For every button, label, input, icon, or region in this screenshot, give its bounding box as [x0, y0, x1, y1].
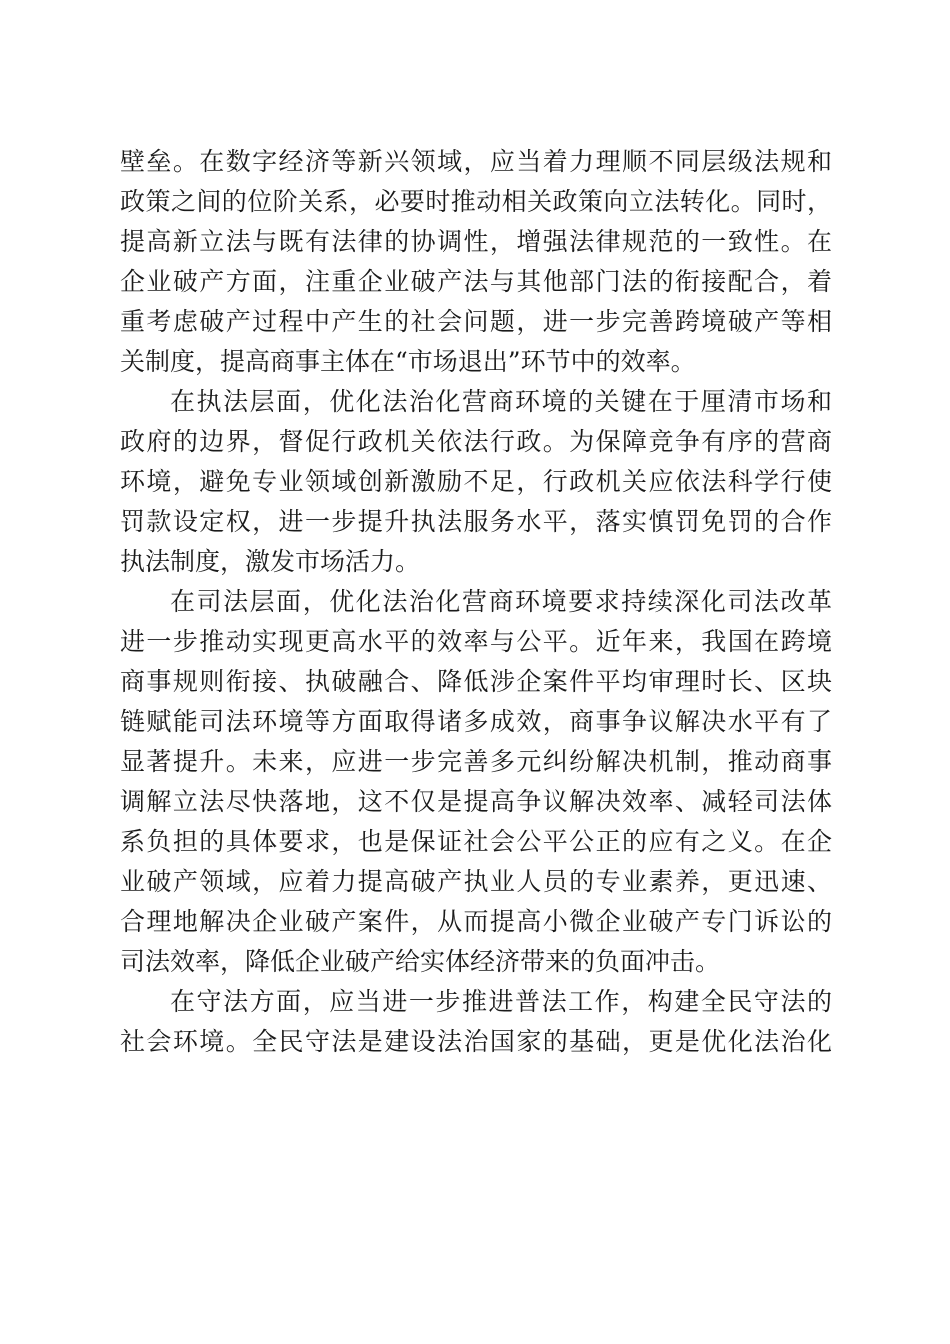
paragraph-line: 在守法方面，应当进一步推进普法工作，构建全民守法的 [170, 987, 832, 1016]
paragraph-line: 在司法层面，优化法治化营商环境要求持续深化司法改革 [170, 587, 832, 616]
paragraph-line: 环境，避免专业领域创新激励不足，行政机关应依法科学行使 [120, 467, 832, 496]
paragraph-judicial [120, 582, 832, 982]
paragraph-line: 社会环境。全民守法是建设法治国家的基础，更是优化法治化 [120, 1027, 832, 1056]
paragraph-line: 显著提升。未来，应进一步完善多元纠纷解决机制，推动商事 [120, 747, 832, 776]
paragraph-line: 系负担的具体要求，也是保证社会公平公正的应有之义。在企 [120, 827, 832, 856]
paragraph-line: 罚款设定权，进一步提升执法服务水平，落实慎罚免罚的合作 [120, 507, 832, 536]
paragraph-law-abiding [120, 982, 832, 1062]
paragraph-line: 壁垒。在数字经济等新兴领域，应当着力理顺不同层级法规和 [120, 147, 832, 176]
paragraph-law-enforcement [120, 382, 832, 582]
paragraph-line: 企业破产方面，注重企业破产法与其他部门法的衔接配合，着 [120, 267, 832, 296]
paragraph-line: 司法效率，降低企业破产给实体经济带来的负面冲击。 [120, 947, 721, 976]
paragraph-line: 在执法层面，优化法治化营商环境的关键在于厘清市场和 [170, 387, 832, 416]
paragraph-line: 政策之间的位阶关系，必要时推动相关政策向立法转化。同时， [120, 187, 832, 216]
paragraph-line: 进一步推动实现更高水平的效率与公平。近年来，我国在跨境 [120, 627, 832, 656]
paragraph-line: 执法制度，激发市场活力。 [120, 547, 421, 576]
paragraph-line: 链赋能司法环境等方面取得诸多成效，商事争议解决水平有了 [120, 707, 832, 736]
paragraph-line: 提高新立法与既有法律的协调性，增强法律规范的一致性。在 [120, 227, 832, 256]
paragraph-line: 调解立法尽快落地，这不仅是提高争议解决效率、减轻司法体 [120, 787, 832, 816]
paragraph-line: 重考虑破产过程中产生的社会问题，进一步完善跨境破产等相 [120, 307, 832, 336]
document-body [120, 142, 832, 1062]
paragraph-market-exit [120, 142, 832, 382]
paragraph-line: 政府的边界，督促行政机关依法行政。为保障竞争有序的营商 [120, 427, 832, 456]
paragraph-line: 关制度，提高商事主体在“市场退出”环节中的效率。 [120, 347, 696, 376]
paragraph-line: 商事规则衔接、执破融合、降低涉企案件平均审理时长、区块 [120, 667, 832, 696]
paragraph-line: 合理地解决企业破产案件，从而提高小微企业破产专门诉讼的 [120, 907, 832, 936]
paragraph-line: 业破产领域，应着力提高破产执业人员的专业素养，更迅速、 [120, 867, 832, 896]
